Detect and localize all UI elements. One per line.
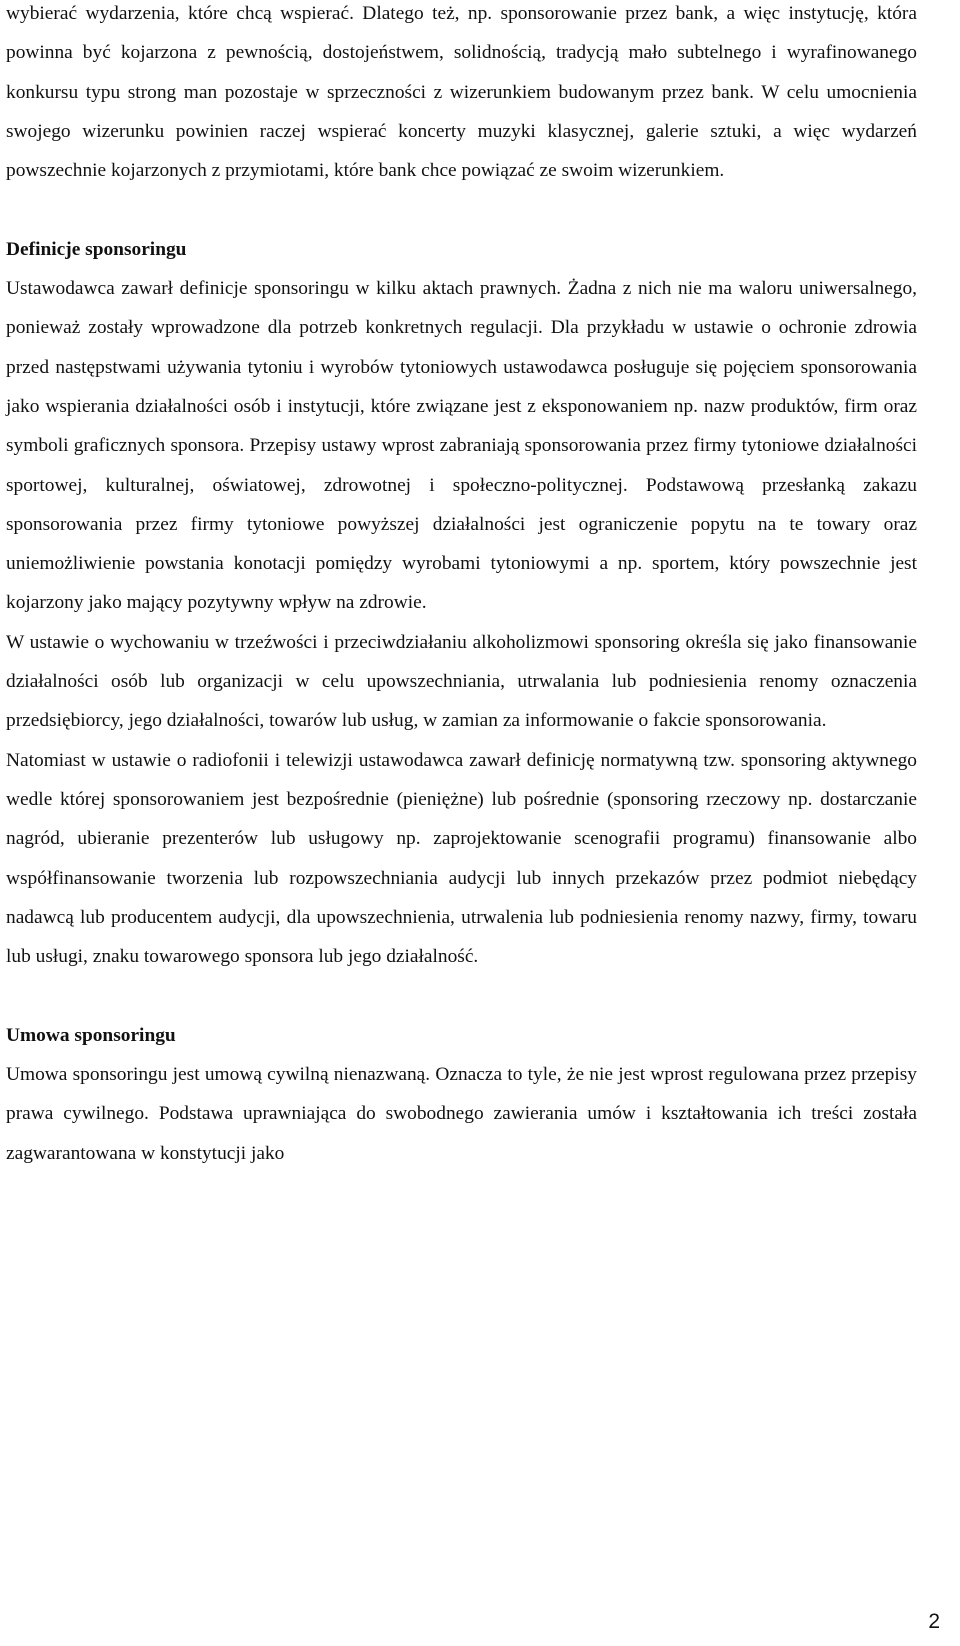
definitions-paragraph-2: W ustawie o wychowaniu w trzeźwości i przeciwdziałaniu alkoholizmowi sponsoring określa się jako finansowanie działalności osób lub organizacji w celu upowszechniania, utrwalania lub podniesienia renomy oznaczenia przedsiębiorcy, jego działalności, towarów lub usług, w zamian za informowanie o fakcie sponsorowania. (6, 631, 917, 732)
section-heading-contract: Umowa sponsoringu (6, 1024, 176, 1046)
contract-paragraph-1: Umowa sponsoringu jest umową cywilną nienazwaną. Oznacza to tyle, że nie jest wprost regulowana przez przepisy prawa cywilnego. Podstawa uprawniająca do swobodnego zawierania umów i kształtowania ich treści została zagwarantowana w konstytucji jako (6, 1064, 917, 1164)
definitions-paragraph-1: Ustawodawca zawarł definicje sponsoringu w kilku aktach prawnych. Żadna z nich nie ma waloru uniwersalnego, ponieważ zostały wprowadzone dla potrzeb konkretnych regulacji. Dla przykładu w ustawie o ochronie zdrowia przed następstwami używania tytoniu i wyrobów tytoniowych ustawodawca posługuje się pojęciem sponsorowania jako wspierania działalności osób i instytucji, które związane jest z eksponowaniem np. nazw produktów, firm oraz symboli graficznych sponsora. Przepisy ustawy wprost zabraniają sponsorowania przez firmy tytoniowe działalności sportowej, kulturalnej, oświatowej, zdrowotnej i społeczno-politycznej. Podstawową przesłanką zakazu sponsorowania przez firmy tytoniowe powyższej działalności jest ograniczenie popytu na te towary oraz uniemożliwienie powstania konotacji pomiędzy wyrobami tytoniowymi a np. sportem, który powszechnie jest kojarzony jako mający pozytywny wpływ na zdrowie. (6, 278, 917, 614)
section-spacer (6, 190, 917, 229)
page-number: 2 (928, 1610, 940, 1633)
section-spacer (6, 976, 917, 1015)
document-body (6, 0, 917, 1173)
section-heading-definitions: Definicje sponsoringu (6, 238, 187, 260)
definitions-paragraph-3: Natomiast w ustawie o radiofonii i telewizji ustawodawca zawarł definicję normatywną tzw. sponsoring aktywnego wedle której sponsorowaniem jest bezpośrednie (pieniężne) lub pośrednie (sponsoring rzeczowy np. dostarczanie nagród, ubieranie prezenterów lub usługowy np. zaprojektowanie scenografii programu) finansowanie albo współfinansowanie tworzenia lub rozpowszechniania audycji lub innych przekazów przez podmiot niebędący nadawcą lub producentem audycji, dla upowszechnienia, utrwalenia lub podniesienia renomy nazwy, firmy, towaru lub usługi, znaku towarowego sponsora lub jego działalność. (6, 749, 917, 968)
intro-paragraph: wybierać wydarzenia, które chcą wspierać. Dlatego też, np. sponsorowanie przez bank, a więc instytucję, która powinna być kojarzona z pewnością, dostojeństwem, solidnością, tradycją mało subtelnego i wyrafinowanego konkursu typu strong man pozostaje w sprzeczności z wizerunkiem budowanym przez bank. W celu umocnienia swojego wizerunku powinien raczej wspierać koncerty muzyki klasycznej, galerie sztuki, a więc wydarzeń powszechnie kojarzonych z przymiotami, które bank chce powiązać ze swoim wizerunkiem. (6, 3, 917, 182)
